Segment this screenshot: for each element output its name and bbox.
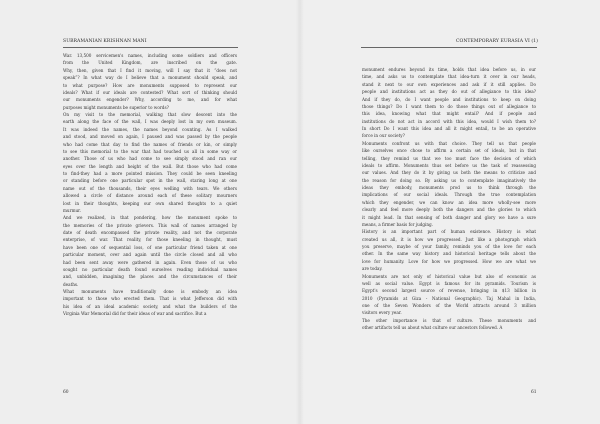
text-line: speak”? In what way do I believe that a monument should speak, and: [63, 75, 237, 81]
text-line: who had come that day to find the names of friends or kin, or simply: [63, 141, 237, 147]
text-line: Virginia War Memorial did for their ideas of war and sacrifice. But a: [63, 311, 207, 317]
text-line: people and institutions act as they do out of allegiance to this idea?: [362, 89, 536, 95]
text-line: other artifacts tell us about what culture our ancestors followed. A: [362, 325, 503, 331]
text-line: Egypt's second largest source of revenue, bringing in $13 billion in: [362, 288, 536, 294]
running-head-author: SUBRAMANIAN KRISHNAN MANI: [63, 39, 147, 44]
text-line: sought no particular death found ourselves reading individual names: [63, 266, 237, 272]
text-line: other. In the same way history and historical heritage tells about the: [362, 251, 536, 257]
text-line: and, unbidden, imagining the places and the circumstances of their: [63, 274, 237, 280]
text-line: or standing before one particular spot in the wall, staring long at one: [63, 178, 237, 184]
text-line: Monuments are not only of historical value but also of economic as: [362, 273, 536, 279]
text-line: love for humanity. Love for how we progressed. How we are what we: [362, 258, 536, 264]
text-line: like ourselves once chose to affirm a certain set of ideals, but in that: [362, 148, 536, 154]
text-line: deaths.: [63, 281, 79, 287]
text-line: eyes over the length and height of the wall. But those who had come: [63, 163, 237, 169]
text-line: those things? Do I want them to do those things out of allegiance to: [362, 103, 536, 109]
text-line: force in our society?: [362, 133, 405, 139]
text-line: important to those who erected them. That is what Jefferson did with: [63, 296, 237, 302]
text-line: one of the Seven Wonders of the World attracts around 3 million: [362, 303, 536, 308]
text-line: have been one of sequential loss, of one particular friend taken at one: [63, 244, 237, 250]
text-line: name out of the thousands, their eyes welling with tears. We others: [63, 185, 237, 191]
text-line: visitors every year.: [362, 310, 402, 316]
text-line: to see this memorial to the war that had touched us all in some way or: [63, 148, 237, 154]
header-rule: [361, 47, 537, 48]
text-line: The other importance is that of culture. These monuments and: [362, 317, 536, 323]
text-line: time, and asks us to contemplate that idea-turn it over in our heads,: [362, 74, 536, 80]
text-line: from the United Kingdom, are inscribed on the gate.: [63, 60, 237, 66]
text-line: well as social value. Egypt is famous for its pyramids. Tourism is: [362, 280, 536, 286]
left-page-body: [63, 52, 237, 318]
text-line: are today.: [362, 266, 383, 272]
text-line: clearly and feel more deeply both the dangers and the glories to which: [362, 207, 536, 213]
text-line: History is an important part of human existence. History is what: [362, 229, 536, 235]
text-line: purposes might monuments be superior to words?: [63, 104, 169, 110]
text-line: Monuments confront us with that choice. They tell us that people: [362, 140, 536, 146]
page-number: 61: [531, 390, 537, 395]
text-line: created us all, it is how we progressed. Just like a photograph which: [362, 236, 536, 242]
running-head-journal: CONTEMPORARY EURASIA VI (1): [455, 39, 538, 44]
text-line: ideals? What if our ideals are contested? What sort of thinking should: [63, 89, 237, 95]
text-line: War. 13,500 servicemen's names, including some soldiers and officers: [63, 53, 237, 58]
text-line: our monuments engender? Why, according to me, and for what: [63, 97, 237, 103]
text-line: to find-they had a more pointed mission. They could be seen kneeling: [63, 171, 237, 176]
text-line: it might lead. In that sensing of both danger and glory we have a sure: [362, 214, 536, 220]
text-line: murmur.: [63, 207, 82, 213]
text-line: date of death encompassed the private reality, and not the corporate: [63, 230, 237, 235]
right-page-body: [362, 66, 536, 332]
text-line: another. Those of us who had come to see simply stood and ran our: [63, 156, 237, 162]
text-line: implications of our social ideals. Through the true contemplation: [362, 192, 536, 198]
text-line: and stood, and moved on again, I paused and was passed by the people: [63, 134, 237, 140]
text-line: It was indeed the names, the names beyond counting. As I walked: [63, 126, 237, 132]
text-line: telling, they remind us that we too must face the decision of which: [362, 155, 536, 161]
text-line: particular moment, over and again until the circle closed and all who: [63, 252, 237, 258]
text-line: lost in their thoughts, keeping our own shared thoughts to a quiet: [63, 200, 237, 206]
text-line: had been sent away were gathered in again. Even those of us who: [63, 259, 237, 265]
text-line: which they engender, we can know an idea more wholly-see more: [362, 199, 536, 205]
text-line: On my visit to the memorial, walking that slow descent into the: [63, 112, 237, 117]
text-line: Why, then, given that I find it moving, will I say that it “does not: [63, 67, 237, 73]
text-line: you preserve, maybe of your family, reminds you of the love for each: [362, 244, 536, 249]
text-line: And we realized, in that pondering, how the monument spoke to: [63, 215, 237, 221]
text-line: stand it next to our own experiences and ask if it still applies. Do: [362, 81, 536, 87]
text-line: In short Do I want this idea and all it might entail, to be an operative: [362, 126, 536, 131]
text-line: allowed a circle of distance around each of these solitary mourners: [63, 193, 237, 199]
text-line: means, a firmer basis for judging.: [362, 221, 434, 227]
right-page: [300, 0, 600, 424]
book-gutter: [296, 0, 304, 424]
text-line: 2010 (Pyramids at Giza - National Geographic). Taj Mahal in India,: [362, 295, 536, 301]
text-line: the reason for doing so. By asking us to contemplate imaginatively the: [362, 177, 536, 183]
text-line: What monuments have traditionally done is embody an idea: [63, 289, 237, 294]
text-line: to what purpose? How are monuments supposed to represent our: [63, 82, 237, 88]
text-line: ideals to affirm. Monuments thus set before us the task of reassessing: [362, 162, 536, 168]
text-line: his idea of an ideal academic society, and what the builders of the: [63, 303, 237, 309]
text-line: our values. And they do it by giving us both the means to criticize and: [362, 170, 536, 176]
text-line: institutions do not act in accord with this idea, would I wish them to?: [362, 118, 536, 124]
text-line: earth along the face of the wall, I was deeply lost in my own museum.: [63, 119, 237, 125]
page-number: 60: [63, 390, 69, 395]
text-line: this idea, knowing what that might entail? And if people and: [362, 111, 536, 117]
text-line: enterprise, of war. That reality, for those kneeling in thought, must: [63, 237, 237, 243]
text-line: ideas they embody, monuments prod us to think through the: [362, 185, 536, 190]
text-line: the memories of the private grievers. This wall of names arranged by: [63, 222, 237, 228]
header-rule: [63, 47, 238, 48]
text-line: And if they do, do I want people and institutions to keep on doing: [362, 96, 536, 102]
text-line: monument endures beyond its time, holds that idea before us, in our: [362, 67, 536, 72]
